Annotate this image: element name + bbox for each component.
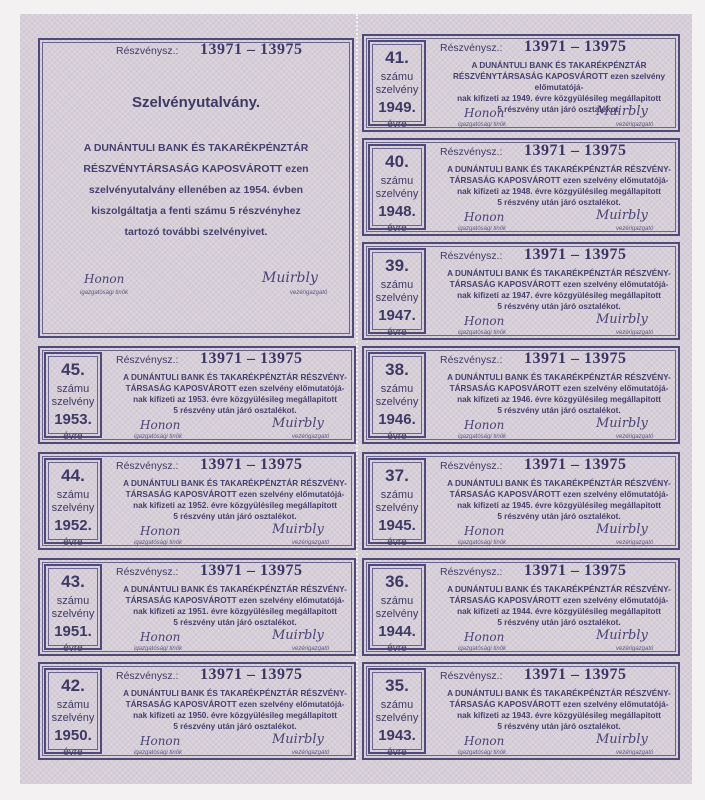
coupon-share-range: 13971 – 13975 [200,456,303,473]
coupon-szelveny: szelvény [375,502,419,514]
coupon-text-line: 5 részvény után járó osztalékot. [497,512,621,521]
coupon-number-box [44,352,102,442]
coupon-year: 1945. [378,517,416,534]
coupon-szamu: számu [380,595,414,607]
coupon-year: 1944. [378,623,416,640]
signature-general-manager: Muirbly [272,732,324,747]
coupon-text-line: 5 részvény után járó osztalékot. [173,618,297,627]
coupon-text-line: 5 részvény után járó osztalékot. [173,512,297,521]
coupon-text-line: 5 részvény után járó osztalékot. [497,406,621,415]
coupon-text-line: A DUNÁNTULI BANK ÉS TAKARÉKPÉNZTÁR RÉSZVÉNY- [447,479,671,488]
coupon-szamu: számu [380,383,414,395]
coupon-text-line: A DUNÁNTULI BANK ÉS TAKARÉKPÉNZTÁR RÉSZVÉNY- [447,269,671,278]
dividend-coupon [38,452,356,550]
coupon-evre: évre [63,537,83,548]
talon-coupon [38,38,354,338]
coupon-text-line: A DUNÁNTULI BANK ÉS TAKARÉKPÉNZTÁR RÉSZVÉNY- [447,165,671,174]
coupon-number-box [368,352,426,442]
coupon-text-line: TÁRSASÁG KAPOSVÁROTT ezen szelvény előmutatójá- [125,700,345,709]
coupon-szamu: számu [380,175,414,187]
coupon-text-line: nak kifizeti az 1949. évre közgyülésileg megállapitott [457,94,661,103]
coupon-number-box [368,144,426,234]
coupon-szelveny: szelvény [375,712,419,724]
coupon-text-line: A DUNÁNTULI BANK ÉS TAKARÉKPÉNZTÁR RÉSZVÉNY- [447,373,671,382]
talon-body-line: szelvényutalvány ellenében az 1954. évben [88,184,304,196]
coupon-szamu: számu [380,279,414,291]
coupon-evre: évre [387,537,407,548]
coupon-text-line: nak kifizeti az 1946. évre közgyülésileg megállapitott [457,395,661,404]
coupon-text [116,478,354,522]
perforation-line [356,14,358,759]
caption-director: igazgatósági tinök [134,540,183,546]
caption-general-manager: vezérigazgató [290,290,328,296]
signature-director: Honon [140,734,181,748]
signature-director: Honon [464,210,505,224]
coupon-text [440,372,678,416]
coupon-number-box [368,40,426,130]
coupon-number-box [44,458,102,548]
signature-director: Honon [464,314,505,328]
caption-general-manager: vezérigazgató [616,434,654,440]
coupon-text-line: A DUNÁNTULI BANK ÉS TAKARÉKPÉNZTÁR RÉSZVÉNY- [123,689,347,698]
coupon-text [116,688,354,732]
coupon-szamu: számu [56,383,90,395]
signature-general-manager: Muirbly [596,312,648,327]
caption-director: igazgatósági tinök [134,750,183,756]
coupon-evre: évre [387,747,407,758]
coupon-number: 39. [385,256,409,275]
coupon-number: 35. [385,676,409,695]
coupon-range-label: Részvénysz.: [440,670,503,682]
coupon-text-line: A DUNÁNTULI BANK ÉS TAKARÉKPÉNZTÁR RÉSZVÉNY- [447,585,671,594]
coupon-szamu: számu [56,699,90,711]
coupon-text-line: A DUNÁNTULI BANK ÉS TAKARÉKPÉNZTÁR [471,61,647,70]
coupon-number: 42. [61,676,85,695]
coupon-text-line: RÉSZVÉNYTÁRSASÁG KAPOSVÁROTT ezen szelvény előmutatójá- [452,72,665,92]
caption-director: igazgatósági tinök [458,750,507,756]
coupon-share-range: 13971 – 13975 [524,350,627,367]
coupon-szamu: számu [380,699,414,711]
coupon-text-line: nak kifizeti az 1951. évre közgyülésileg megállapitott [133,607,337,616]
coupon-range-label: Részvénysz.: [116,354,179,366]
dividend-coupon [38,558,356,656]
coupon-evre: évre [387,431,407,442]
coupon-share-range: 13971 – 13975 [524,38,627,55]
coupon-year: 1947. [378,307,416,324]
coupon-year: 1953. [54,411,92,428]
caption-general-manager: vezérigazgató [616,646,654,652]
coupon-number: 37. [385,466,409,485]
coupon-range-label: Részvénysz.: [116,566,179,578]
coupon-szamu: számu [56,489,90,501]
coupon-text-line: A DUNÁNTULI BANK ÉS TAKARÉKPÉNZTÁR RÉSZVÉNY- [123,373,347,382]
coupon-share-range: 13971 – 13975 [524,246,627,263]
caption-director: igazgatósági tinök [458,540,507,546]
signature-director: Honon [464,734,505,748]
signature-director: Honon [464,418,505,432]
coupon-text [440,268,678,312]
coupon-text-line: A DUNÁNTULI BANK ÉS TAKARÉKPÉNZTÁR RÉSZVÉNY- [447,689,671,698]
coupon-share-range: 13971 – 13975 [524,666,627,683]
caption-director: igazgatósági tinök [458,330,507,336]
coupon-evre: évre [387,119,407,130]
coupon-text-line: A DUNÁNTULI BANK ÉS TAKARÉKPÉNZTÁR RÉSZVÉNY- [123,585,347,594]
coupon-text-line: TÁRSASÁG KAPOSVÁROTT ezen szelvény előmutatójá- [449,490,669,499]
coupon-szelveny: szelvény [375,608,419,620]
coupon-text-line: 5 részvény után járó osztalékot. [497,105,621,114]
caption-general-manager: vezérigazgató [616,122,654,128]
signature-general-manager: Muirbly [596,732,648,747]
caption-general-manager: vezérigazgató [616,330,654,336]
talon-body [54,138,338,243]
coupon-szamu: számu [380,489,414,501]
coupon-range-label: Részvénysz.: [440,42,503,54]
coupon-evre: évre [63,431,83,442]
coupon-number: 45. [61,360,85,379]
coupon-text [440,688,678,732]
coupon-range-label: Részvénysz.: [440,566,503,578]
coupon-szelveny: szelvény [375,396,419,408]
coupon-text [440,164,678,208]
coupon-number-box [44,564,102,654]
coupon-year: 1951. [54,623,92,640]
signature-general-manager: Muirbly [272,416,324,431]
coupon-text [116,372,354,416]
coupon-szelveny: szelvény [51,396,95,408]
coupon-text-line: nak kifizeti az 1947. évre közgyülésileg megállapitott [457,291,661,300]
coupon-text-line: nak kifizeti az 1944. évre közgyülésileg megállapitott [457,607,661,616]
coupon-share-range: 13971 – 13975 [200,562,303,579]
signature-general-manager: Muirbly [596,522,648,537]
signature-director: Honon [464,106,505,120]
signature-general-manager: Muirbly [596,628,648,643]
coupon-range-label: Részvénysz.: [116,670,179,682]
coupon-text-line: 5 részvény után járó osztalékot. [173,722,297,731]
coupon-text-line: TÁRSASÁG KAPOSVÁROTT ezen szelvény előmutatójá- [125,490,345,499]
signature-general-manager: Muirbly [272,628,324,643]
coupon-text [440,584,678,628]
coupon-text-line: A DUNÁNTULI BANK ÉS TAKARÉKPÉNZTÁR RÉSZVÉNY- [123,479,347,488]
coupon-range-label: Részvénysz.: [440,146,503,158]
caption-general-manager: vezérigazgató [616,750,654,756]
coupon-text-line: nak kifizeti az 1943. évre közgyülésileg megállapitott [457,711,661,720]
coupon-text-line: TÁRSASÁG KAPOSVÁROTT ezen szelvény előmutatójá- [449,280,669,289]
coupon-evre: évre [63,747,83,758]
coupon-szelveny: szelvény [51,712,95,724]
talon-range-label: Részvénysz.: [116,45,179,57]
coupon-text-line: 5 részvény után járó osztalékot. [497,618,621,627]
coupon-year: 1948. [378,203,416,220]
coupon-text-line: TÁRSASÁG KAPOSVÁROTT ezen szelvény előmutatójá- [125,596,345,605]
dividend-coupon [362,452,680,550]
signature-general-manager: Muirbly [272,522,324,537]
caption-director: igazgatósági tinök [134,646,183,652]
coupon-text [440,478,678,522]
coupon-szelveny: szelvény [375,292,419,304]
coupon-share-range: 13971 – 13975 [524,562,627,579]
talon-title: Szelvényutalvány. [131,94,261,111]
coupon-evre: évre [387,327,407,338]
signature-director: Honon [140,418,181,432]
coupon-text-line: TÁRSASÁG KAPOSVÁROTT ezen szelvény előmutatójá- [125,384,345,393]
coupon-number: 40. [385,152,409,171]
coupon-text-line: nak kifizeti az 1945. évre közgyülésileg megállapitott [457,501,661,510]
coupon-text-line: TÁRSASÁG KAPOSVÁROTT ezen szelvény előmutatójá- [449,700,669,709]
coupon-text-line: nak kifizeti az 1952. évre közgyülésileg megállapitott [133,501,337,510]
coupon-range-label: Részvénysz.: [440,460,503,472]
coupon-evre: évre [387,223,407,234]
dividend-coupon [362,34,680,132]
coupon-text-line: 5 részvény után járó osztalékot. [173,406,297,415]
signature-general-manager: Muirbly [596,104,648,119]
signature-director: Honon [84,272,125,286]
signature-director: Honon [464,630,505,644]
dividend-coupon [362,346,680,444]
caption-director: igazgatósági tinök [458,646,507,652]
talon-body-line: tartozó további szelvényivet. [124,226,268,238]
coupon-number-box [368,458,426,548]
coupon-text-line: nak kifizeti az 1950. évre közgyülésileg megállapitott [133,711,337,720]
signature-general-manager: Muirbly [262,270,318,286]
talon-body-line: A DUNÁNTULI BANK ÉS TAKARÉKPÉNZTÁR [83,142,309,154]
dividend-coupon [362,242,680,340]
signature-general-manager: Muirbly [596,416,648,431]
talon-body-line: RÉSZVÉNYTÁRSASÁG KAPOSVÁROTT ezen [83,163,309,175]
dividend-coupon [362,662,680,760]
caption-general-manager: vezérigazgató [292,434,330,440]
signature-general-manager: Muirbly [596,208,648,223]
coupon-szelveny: szelvény [51,608,95,620]
coupon-szelveny: szelvény [375,84,419,96]
coupon-year: 1949. [378,99,416,116]
coupon-number: 38. [385,360,409,379]
coupon-share-range: 13971 – 13975 [200,350,303,367]
coupon-share-range: 13971 – 13975 [200,666,303,683]
dividend-coupon [38,662,356,760]
coupon-number-box [368,564,426,654]
dividend-coupon [362,138,680,236]
coupon-text-line: TÁRSASÁG KAPOSVÁROTT ezen szelvény előmutatójá- [449,596,669,605]
coupon-szamu: számu [56,595,90,607]
caption-general-manager: vezérigazgató [292,750,330,756]
coupon-text [116,584,354,628]
coupon-year: 1950. [54,727,92,744]
coupon-szelveny: szelvény [375,188,419,200]
signature-director: Honon [140,524,181,538]
signature-director: Honon [140,630,181,644]
coupon-share-range: 13971 – 13975 [524,456,627,473]
talon-body-line: kiszolgáltatja a fenti számu 5 részvényhez [91,205,301,217]
caption-general-manager: vezérigazgató [616,540,654,546]
coupon-number: 44. [61,466,85,485]
talon-share-range: 13971 – 13975 [200,41,303,58]
coupon-number: 41. [385,48,409,67]
signature-director: Honon [464,524,505,538]
caption-general-manager: vezérigazgató [292,646,330,652]
caption-general-manager: vezérigazgató [292,540,330,546]
coupon-evre: évre [387,643,407,654]
coupon-number: 36. [385,572,409,591]
coupon-text-line: 5 részvény után járó osztalékot. [497,722,621,731]
caption-director: igazgatósági tinök [458,122,507,128]
coupon-text-line: TÁRSASÁG KAPOSVÁROTT ezen szelvény előmutatójá- [449,176,669,185]
dividend-coupon [362,558,680,656]
coupon-text-line: 5 részvény után járó osztalékot. [497,198,621,207]
coupon-text-line: 5 részvény után járó osztalékot. [497,302,621,311]
coupon-year: 1946. [378,411,416,428]
coupon-range-label: Részvénysz.: [440,354,503,366]
coupon-number: 43. [61,572,85,591]
caption-director: igazgatósági tinök [80,290,129,296]
coupon-szelveny: szelvény [51,502,95,514]
coupon-text-line: nak kifizeti az 1953. évre közgyülésileg megállapitott [133,395,337,404]
caption-director: igazgatósági tinök [134,434,183,440]
coupon-share-range: 13971 – 13975 [524,142,627,159]
caption-director: igazgatósági tinök [458,226,507,232]
coupon-text-line: TÁRSASÁG KAPOSVÁROTT ezen szelvény előmutatójá- [449,384,669,393]
dividend-coupon [38,346,356,444]
caption-general-manager: vezérigazgató [616,226,654,232]
coupon-evre: évre [63,643,83,654]
coupon-number-box [368,668,426,758]
caption-director: igazgatósági tinök [458,434,507,440]
coupon-number-box [44,668,102,758]
coupon-szamu: számu [380,71,414,83]
coupon-year: 1952. [54,517,92,534]
coupon-number-box [368,248,426,338]
coupon-text-line: nak kifizeti az 1948. évre közgyülésileg megállapitott [457,187,661,196]
coupon-range-label: Részvénysz.: [440,250,503,262]
coupon-year: 1943. [378,727,416,744]
coupon-range-label: Részvénysz.: [116,460,179,472]
